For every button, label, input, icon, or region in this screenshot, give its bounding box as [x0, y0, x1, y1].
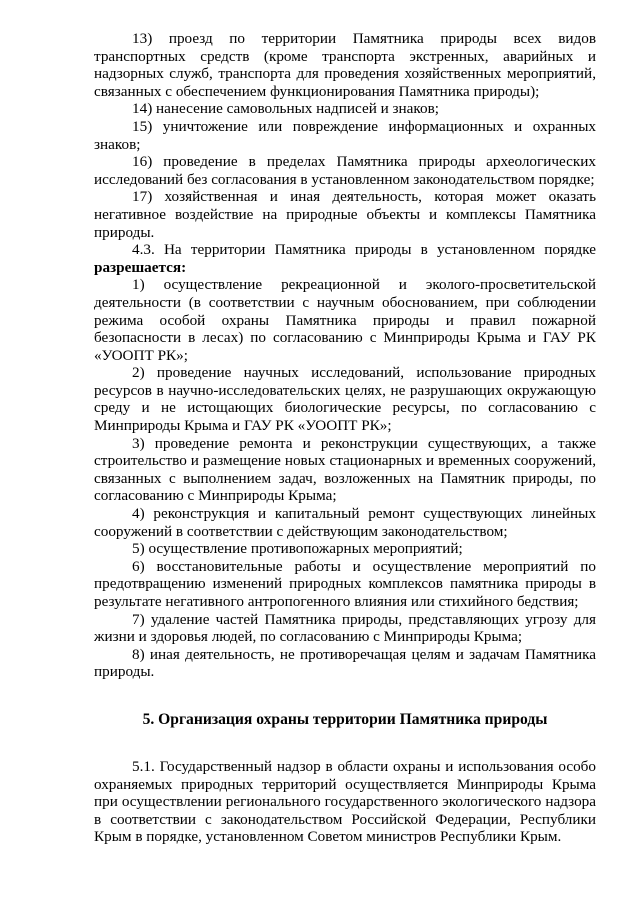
section-5-1-paragraph: 5.1. Государственный надзор в области охраны и использования особо охраняемых природных территорий осуществляется Минприроды Крыма при осуществлении регионального государственного экологического надзора в соответствии с законодательством Российской Федерации, Республики Крым в порядке, установленном Советом министров Республики Крым. — [94, 757, 596, 846]
permitted-item-6: 6) восстановительные работы и осуществление мероприятий по предотвращению изменений природных комплексов памятника природы в результате негативного антропогенного влияния или стихийного бедствия; — [94, 557, 596, 610]
section-5-heading: 5. Организация охраны территории Памятника природы — [142, 710, 548, 728]
permitted-item-7: 7) удаление частей Памятника природы, представляющих угрозу для жизни и здоровья людей, по согласованию с Минприроды Крыма; — [94, 610, 596, 646]
permitted-item-5: 5) осуществление противопожарных мероприятий; — [132, 540, 463, 558]
prohibited-item-17: 17) хозяйственная и иная деятельность, которая может оказать негативное воздействие на природные объекты и комплексы Памятника природы. — [94, 188, 596, 241]
prohibited-item-15: 15) уничтожение или повреждение информационных и охранных знаков; — [94, 117, 596, 153]
section-4-3-intro-text: 4.3. На территории Памятника природы в установленном порядке — [132, 241, 596, 259]
permitted-item-8: 8) иная деятельность, не противоречащая целям и задачам Памятника природы. — [94, 645, 596, 681]
permitted-item-1: 1) осуществление рекреационной и эколого-просветительской деятельности (в соответствии с научным обоснованием, при соблюдении режима особой охраны Памятника природы и правил пожарной безопасности в лесах) по согласованию с Минприроды Крыма и ГАУ РК «УООПТ РК»; — [94, 276, 596, 364]
prohibited-item-14: 14) нанесение самовольных надписей и знаков; — [132, 100, 440, 118]
section-4-3-intro-bold: разрешается: — [94, 258, 187, 276]
prohibited-item-13: 13) проезд по территории Памятника природы всех видов транспортных средств (кроме транспорта экстренных, аварийных и надзорных служб, транспорта для проведения хозяйственных мероприятий, связанных с обеспечением функционирования Памятника природы); — [94, 30, 596, 100]
permitted-item-4: 4) реконструкция и капитальный ремонт существующих линейных сооружений в соответствии с действующим законодательством; — [94, 505, 596, 540]
permitted-item-2: 2) проведение научных исследований, использование природных ресурсов в научно-исследовательских целях, не разрушающих окружающую среду и не истощающих биологические ресурсы, по согласованию с Минприроды Крыма и ГАУ РК «УООПТ РК»; — [94, 364, 596, 435]
prohibited-item-16: 16) проведение в пределах Памятника природы археологических исследований без согласования в установленном законодательством порядке; — [94, 153, 596, 188]
permitted-item-3: 3) проведение ремонта и реконструкции существующих, а также строительство и размещение новых стационарных и временных сооружений, связанных с выполнением задач, возложенных на Памятник природы, по согласованию с Минприроды Крыма; — [94, 434, 596, 505]
section-4-3-intro — [94, 241, 596, 276]
